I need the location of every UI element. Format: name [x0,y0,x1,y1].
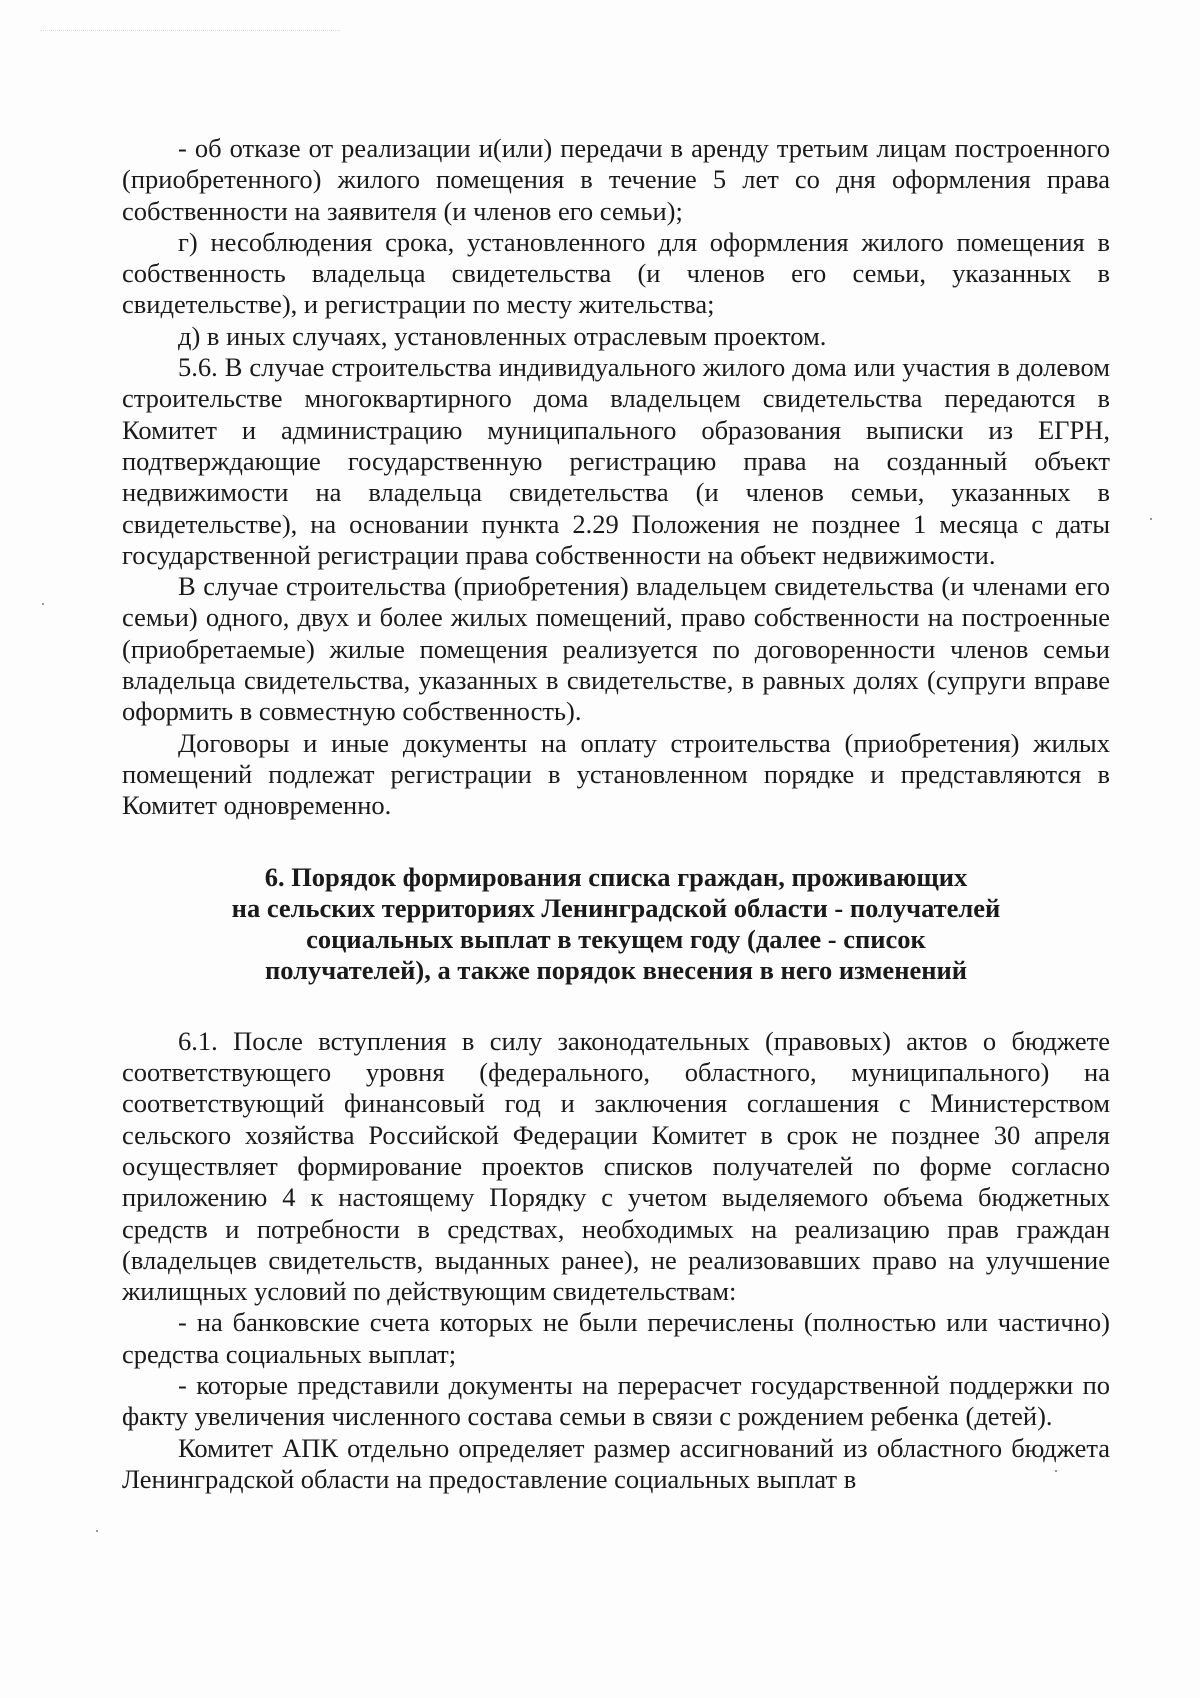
paragraph-clause-d: д) в иных случаях, установленных отраслевым проектом. [178,320,827,351]
section-heading-line: 6. Порядок формирования списка граждан, проживающих [264,861,968,892]
list-item-bank-accounts: - на банковские счета которых не были перечислены (полностью или частично) средства социальных выплат; [122,1307,1110,1369]
paragraph-contracts: Договоры и иные документы на оплату строительства (приобретения) жилых помещений подлежат регистрации в установленном порядке и представляются в Комитет одновременно. [122,727,1110,821]
paragraph-clause-g: г) несоблюдения срока, установленного для оформления жилого помещения в собственность владельца свидетельства (и членов его семьи, указанных в свидетельстве), и регистрации по месту жительства; [122,226,1110,320]
scan-speck [96,1530,98,1532]
paragraph-6-1: 6.1. После вступления в силу законодательных (правовых) актов о бюджете соответствующего уровня (федерального, областного, муниципального) на соответствующий финансовый год и заключения соглашения с Министерством сельского хозяйства Российской Федерации Комитет в срок не позднее 30 апреля осуществляет формирование проектов списков получателей по форме согласно приложению 4 к настоящему Порядку с учетом выделяемого объема бюджетных средств и потребности в средствах, необходимых на реализацию прав граждан (владельцев свидетельств, выданных ранее), не реализовавших право на улучшение жилищных условий по действующим свидетельствам: [122,1025,1110,1307]
section-heading-line: на сельских территориях Ленинградской области - получателей [231,892,1001,923]
scan-speck [1055,1470,1057,1472]
document-body [122,133,1110,1495]
section-heading-line: получателей), а также порядок внесения в него изменений [264,955,968,986]
scan-speck [42,603,44,605]
list-item-recalculation: - которые представили документы на перерасчет государственной поддержки по факту увеличения численного состава семьи в связи с рождением ребенка (детей). [122,1369,1110,1432]
scan-edge-artifact [40,30,340,32]
paragraph-5-6: 5.6. В случае строительства индивидуального жилого дома или участия в долевом строительстве многоквартирного дома владельцем свидетельства передаются в Комитет и администрацию муниципального образования выписки из ЕГРН, подтверждающие государственную регистрацию права на созданный объект недвижимости на владельца свидетельства (и членов семьи, указанных в свидетельстве), на основании пункта 2.29 Положения не позднее 1 месяца с даты государственной регистрации права собственности на объект недвижимости. [122,352,1110,570]
paragraph-refusal-clause: - об отказе от реализации и(или) передачи в аренду третьим лицам построенного (приобретенного) жилого помещения в течение 5 лет со дня оформления права собственности на заявителя (и членов его семьи); [122,133,1110,226]
section-6-heading [122,862,1110,987]
paragraph-committee-apk: Комитет АПК отдельно определяет размер ассигнований из областного бюджета Ленинградской области на предоставление социальных выплат в [122,1432,1110,1494]
section-heading-line: социальных выплат в текущем году (далее - список [306,924,926,955]
paragraph-ownership-shares: В случае строительства (приобретения) владельцем свидетельства (и членами его семьи) одного, двух и более жилых помещений, право собственности на построенные (приобретаемые) жилые помещения реализуется по договоренности членов семьи владельца свидетельства, указанных в свидетельстве, в равных долях (супруги вправе оформить в совместную собственность). [122,571,1110,727]
scan-speck [1150,518,1152,520]
